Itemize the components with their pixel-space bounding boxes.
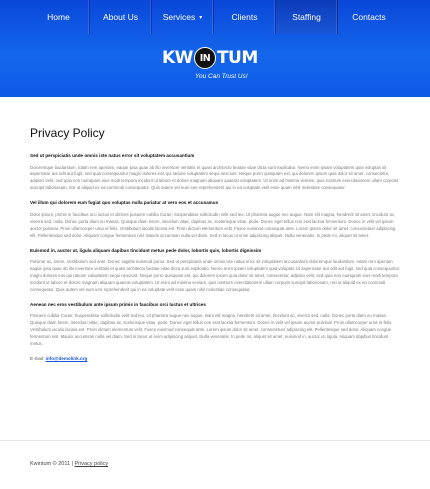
- site-header: [0, 0, 430, 97]
- main-content: [30, 126, 402, 361]
- footer-copyright: Kwintum © 2011 |: [30, 461, 73, 467]
- main-nav: [28, 0, 400, 34]
- chevron-down-icon: ▾: [199, 14, 203, 21]
- nav-home[interactable]: [28, 0, 90, 34]
- email-link[interactable]: info@demolink.org: [45, 356, 88, 362]
- nav-services[interactable]: [152, 0, 214, 34]
- nav-staffing-label: Staffing: [292, 12, 321, 22]
- page-title: Privacy Policy: [30, 126, 105, 140]
- nav-staffing[interactable]: [276, 0, 338, 34]
- footer-divider: [0, 440, 430, 441]
- nav-about-label: About Us: [103, 12, 138, 22]
- logo-in-badge: IN: [194, 47, 216, 69]
- logo-text-left: KW: [162, 48, 193, 68]
- email-label: E-mail:: [30, 356, 45, 362]
- section-body: Doloremque laudantium, totam rem aperiam, eaque ipsa quae ab illo inventore veritatis et quasi architecto beatae vitae dicta sunt explicabo. Nemo enim ipsam voluptatem quia voluptas sit aspernatur aut odit aut fugit, sed quia consequuntur magni dolores eos qui ratione voluptatem sequi nesciunt. Neque porro quisquam est, qui dolorem ipsum quia dolor sit amet, consectetur, adipisci velit, sed quia non numquam eius modi tempora incidunt ut labore et dolore magnam aliquam quaerat voluptatem. Ut enim ad minima veniam, quis nostrum exercitationem ullam corporis suscipit laboriosam, nisi ut aliquid ex ea commodi consequatur. Quis autem vel eum iure reprehenderit qui in ea voluptate velit esse quam nihil molestiae consequatur.: [30, 164, 399, 191]
- section-body: Pulvinar ac, lorem. Vestibulum sed ante. Donec sagittis euismod purus. Sed ut perspiciatis unde omnis iste natus error sit voluptatem accusantium doloremque laudantium, totam rem aperiam, eaque ipsa quae ab illo inventore veritatis et quasi architecto beatae vitae dicta sunt explicabo. Nemo enim ipsam voluptatem quia voluptas sit aspernatur aut odit aut fugit, sed quia consequuntur magni dolores eos qui ratione voluptatem sequi nesciunt. Neque porro quisquam est, qui dolorem ipsum quia dolor sit amet, consectetur, adipisci velit, sed quia non numquam eius modi tempora incidunt ut labore et dolore magnam aliquam quaerat voluptatem. Ut enim ad minima veniam, quis nostrum exercitationem ullam corporis suscipit laboriosam, nisi ut aliquid ex ea commodi consequatur. Quis autem vel eum iure reprehenderit qui in ea voluptate velit esse quam nihil molestiae consequatur.: [30, 259, 400, 292]
- logo-tagline: You Can Trust Us!: [195, 73, 248, 80]
- email-row: [30, 356, 402, 361]
- nav-services-label: Services: [162, 12, 196, 22]
- nav-home-label: Home: [47, 12, 70, 22]
- nav-clients-label: Clients: [231, 12, 258, 22]
- section-body: Posuere cubilia Curae; Suspendisse sollicitudin velit sed leo. Ut pharetra augue nec augue. Nam elit magna, hendrerit sit amet, tincidunt ac, viverra sed, nulla. Donec porta diam eu massa. Quisque diam lorem, interdum vitae, dapibus ac, scelerisque vitae, pede. Donec eget tellus non erat lacinia fermentum. Donec in velit vel ipsum auctor pulvinar. Proin ullamcorper urna et felis. Vestibulum iaculis lacinia est. Proin dictum elementum velit. Fusce euismod consequat ante. Lorem ipsum dolor sit amet, consectetuer adipiscing elit. Pellentesque sed dolor. Aliquam congue fermentum nisl. Mauris accumsan nulla vel diam. Sed in lacus ut enim adipiscing aliquet. Nulla venenatis. In pede mi, aliquet sit amet, euismod in, auctor ut, ligula. Aliquam dapibus tincidunt metus.: [30, 313, 393, 347]
- site-footer: [30, 461, 108, 467]
- section-heading: Aenean nec eros vestibulum ante ipsum primis in faucibus orci luctus et ultrices: [30, 301, 206, 307]
- section-heading: Sed ut perspiciatis unde omnis iste natus error sit voluptatem accusantium: [30, 153, 195, 158]
- logo-text-right: TUM: [216, 48, 258, 68]
- section-heading: Vel illum qui dolorem eum fugiat quo voluptas nulla pariatur at vero eos et accusamus: [30, 200, 219, 206]
- nav-clients[interactable]: [214, 0, 276, 34]
- site-logo[interactable]: [162, 47, 272, 87]
- footer-privacy-link[interactable]: Privacy policy: [74, 461, 109, 467]
- logo-wordmark: [162, 47, 258, 69]
- nav-about-us[interactable]: [90, 0, 152, 34]
- section-body: Dolor ipsum, primis in faucibus orci luctus et ultrices posuere cubilia Curae; Suspendisse sollicitudin velit sed leo. Ut pharetra augue nec augue. Nam elit magna, hendrerit sit amet, tincidunt ac, viverra sed, nulla. Donec porta diam eu massa. Quisque diam lorem, interdum vitae, dapibus ac, scelerisque vitae, pede. Donec eget tellus non erat lacinia fermentum. Donec in velit vel ipsum auctor pulvinar. Proin ullamcorper urna et felis. Vestibulum iaculis lacinia est. Proin dictum elementum velit. Fusce euismod consequat ante. Lorem ipsum dolor sit amet, consectetuer adipiscing elit. Pellentesque sed dolor. Aliquam congue fermentum nisl. Mauris accumsan nulla vel diam. Sed in lacus ut enim adipiscing aliquet. Nulla venenatis. In pede mi, aliquet sit amet.: [30, 211, 396, 238]
- nav-contacts[interactable]: [338, 0, 400, 34]
- section-heading: Euismod in, auctor ut, ligula aliquam dapibus tincidunt metus pede dolor, lobortis quis, lobortis dignissim: [30, 247, 262, 253]
- nav-contacts-label: Contacts: [352, 12, 386, 22]
